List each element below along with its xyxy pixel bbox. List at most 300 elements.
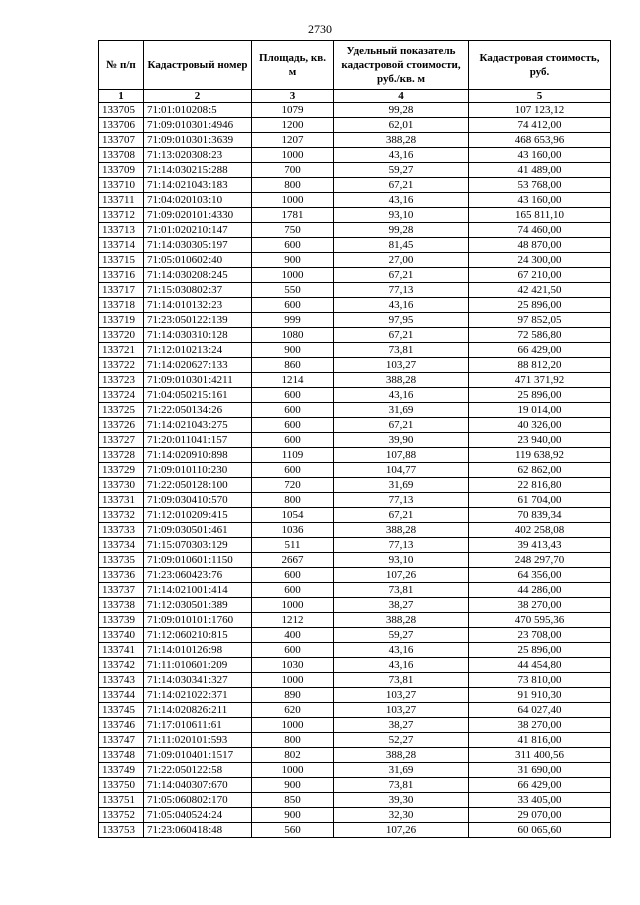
table-row — [99, 628, 611, 643]
area-cell: 600 — [252, 643, 334, 658]
cadastral-value-cell: 248 297,70 — [469, 553, 611, 568]
cadastral-value-cell: 29 070,00 — [469, 808, 611, 823]
row-number-cell: 133751 — [99, 793, 144, 808]
cadastral-number-cell: 71:09:030410:570 — [144, 493, 252, 508]
unit-rate-cell: 67,21 — [334, 268, 469, 283]
area-cell: 1054 — [252, 508, 334, 523]
cadastral-number-cell: 71:14:010132:23 — [144, 298, 252, 313]
cadastral-number-cell: 71:09:010301:4211 — [144, 373, 252, 388]
row-number-cell: 133735 — [99, 553, 144, 568]
unit-rate-cell: 73,81 — [334, 343, 469, 358]
cadastral-number-cell: 71:09:010401:1517 — [144, 748, 252, 763]
table-row — [99, 133, 611, 148]
area-cell: 1214 — [252, 373, 334, 388]
area-cell: 900 — [252, 253, 334, 268]
cadastral-value-cell: 38 270,00 — [469, 598, 611, 613]
area-cell: 600 — [252, 403, 334, 418]
cadastral-number-cell: 71:09:010110:230 — [144, 463, 252, 478]
cadastral-value-cell: 43 160,00 — [469, 193, 611, 208]
table-row — [99, 163, 611, 178]
area-cell: 1036 — [252, 523, 334, 538]
table-row — [99, 418, 611, 433]
cadastral-number-cell: 71:12:010213:24 — [144, 343, 252, 358]
area-cell: 1212 — [252, 613, 334, 628]
cadastral-value-cell: 39 413,43 — [469, 538, 611, 553]
cadastral-value-cell: 44 286,00 — [469, 583, 611, 598]
cadastral-number-cell: 71:11:020101:593 — [144, 733, 252, 748]
area-cell: 1000 — [252, 673, 334, 688]
cadastral-number-cell: 71:09:030501:461 — [144, 523, 252, 538]
cadastral-value-cell: 42 421,50 — [469, 283, 611, 298]
column-number: 3 — [252, 90, 334, 103]
cadastral-value-cell: 44 454,80 — [469, 658, 611, 673]
cadastral-number-cell: 71:09:010101:1760 — [144, 613, 252, 628]
area-cell: 900 — [252, 778, 334, 793]
row-number-cell: 133711 — [99, 193, 144, 208]
table-row — [99, 388, 611, 403]
cadastral-number-cell: 71:15:070303:129 — [144, 538, 252, 553]
cadastral-value-cell: 25 896,00 — [469, 388, 611, 403]
row-number-cell: 133740 — [99, 628, 144, 643]
cadastral-number-cell: 71:01:020210:147 — [144, 223, 252, 238]
cadastral-value-cell: 23 708,00 — [469, 628, 611, 643]
header-area: Площадь, кв. м — [252, 41, 334, 90]
cadastral-value-cell: 19 014,00 — [469, 403, 611, 418]
area-cell: 720 — [252, 478, 334, 493]
column-number: 5 — [469, 90, 611, 103]
table-row — [99, 103, 611, 118]
table-row — [99, 643, 611, 658]
table-body — [99, 103, 611, 838]
unit-rate-cell: 43,16 — [334, 148, 469, 163]
area-cell: 600 — [252, 298, 334, 313]
cadastral-number-cell: 71:14:030305:197 — [144, 238, 252, 253]
row-number-cell: 133719 — [99, 313, 144, 328]
unit-rate-cell: 67,21 — [334, 418, 469, 433]
column-number: 4 — [334, 90, 469, 103]
unit-rate-cell: 93,10 — [334, 208, 469, 223]
row-number-cell: 133730 — [99, 478, 144, 493]
area-cell: 1109 — [252, 448, 334, 463]
cadastral-value-cell: 53 768,00 — [469, 178, 611, 193]
cadastral-value-cell: 468 653,96 — [469, 133, 611, 148]
row-number-cell: 133729 — [99, 463, 144, 478]
cadastral-value-cell: 88 812,20 — [469, 358, 611, 373]
row-number-cell: 133742 — [99, 658, 144, 673]
table-row — [99, 718, 611, 733]
column-number: 1 — [99, 90, 144, 103]
cadastral-number-cell: 71:09:020101:4330 — [144, 208, 252, 223]
unit-rate-cell: 32,30 — [334, 808, 469, 823]
unit-rate-cell: 31,69 — [334, 478, 469, 493]
area-cell: 600 — [252, 238, 334, 253]
row-number-cell: 133731 — [99, 493, 144, 508]
cadastral-number-cell: 71:23:060423:76 — [144, 568, 252, 583]
cadastral-number-cell: 71:14:021001:414 — [144, 583, 252, 598]
table-row — [99, 568, 611, 583]
table-row — [99, 493, 611, 508]
row-number-cell: 133738 — [99, 598, 144, 613]
unit-rate-cell: 388,28 — [334, 373, 469, 388]
area-cell: 2667 — [252, 553, 334, 568]
table-row — [99, 463, 611, 478]
cadastral-value-cell: 73 810,00 — [469, 673, 611, 688]
cadastral-value-cell: 48 870,00 — [469, 238, 611, 253]
table-row — [99, 403, 611, 418]
cadastral-number-cell: 71:13:020308:23 — [144, 148, 252, 163]
area-cell: 1000 — [252, 148, 334, 163]
row-number-cell: 133748 — [99, 748, 144, 763]
row-number-cell: 133724 — [99, 388, 144, 403]
unit-rate-cell: 73,81 — [334, 583, 469, 598]
table-row — [99, 313, 611, 328]
cadastral-value-cell: 23 940,00 — [469, 433, 611, 448]
area-cell: 560 — [252, 823, 334, 838]
cadastral-number-cell: 71:14:021043:183 — [144, 178, 252, 193]
row-number-cell: 133710 — [99, 178, 144, 193]
table-row — [99, 823, 611, 838]
row-number-cell: 133749 — [99, 763, 144, 778]
table-row — [99, 433, 611, 448]
unit-rate-cell: 52,27 — [334, 733, 469, 748]
cadastral-number-cell: 71:14:010126:98 — [144, 643, 252, 658]
table-row — [99, 238, 611, 253]
cadastral-number-cell: 71:12:010209:415 — [144, 508, 252, 523]
cadastral-value-cell: 31 690,00 — [469, 763, 611, 778]
cadastral-value-cell: 61 704,00 — [469, 493, 611, 508]
header-row-number: № п/п — [99, 41, 144, 90]
cadastral-value-cell: 97 852,05 — [469, 313, 611, 328]
row-number-cell: 133720 — [99, 328, 144, 343]
cadastral-value-cell: 91 910,30 — [469, 688, 611, 703]
table-row — [99, 208, 611, 223]
cadastral-number-cell: 71:01:010208:5 — [144, 103, 252, 118]
row-number-cell: 133753 — [99, 823, 144, 838]
cadastral-value-cell: 311 400,56 — [469, 748, 611, 763]
cadastral-value-cell: 64 027,40 — [469, 703, 611, 718]
row-number-cell: 133717 — [99, 283, 144, 298]
unit-rate-cell: 103,27 — [334, 688, 469, 703]
cadastral-value-cell: 66 429,00 — [469, 778, 611, 793]
cadastral-number-cell: 71:12:060210:815 — [144, 628, 252, 643]
area-cell: 850 — [252, 793, 334, 808]
row-number-cell: 133716 — [99, 268, 144, 283]
unit-rate-cell: 39,30 — [334, 793, 469, 808]
area-cell: 400 — [252, 628, 334, 643]
cadastral-number-cell: 71:09:010301:3639 — [144, 133, 252, 148]
table-row — [99, 793, 611, 808]
row-number-cell: 133726 — [99, 418, 144, 433]
table-row — [99, 268, 611, 283]
row-number-cell: 133712 — [99, 208, 144, 223]
table-row — [99, 283, 611, 298]
area-cell: 600 — [252, 388, 334, 403]
unit-rate-cell: 62,01 — [334, 118, 469, 133]
table-row — [99, 328, 611, 343]
area-cell: 900 — [252, 343, 334, 358]
cadastral-value-cell: 22 816,80 — [469, 478, 611, 493]
table-row — [99, 178, 611, 193]
cadastral-value-cell: 33 405,00 — [469, 793, 611, 808]
unit-rate-cell: 43,16 — [334, 658, 469, 673]
row-number-cell: 133713 — [99, 223, 144, 238]
unit-rate-cell: 107,26 — [334, 568, 469, 583]
cadastral-number-cell: 71:14:020910:898 — [144, 448, 252, 463]
area-cell: 1000 — [252, 718, 334, 733]
row-number-cell: 133714 — [99, 238, 144, 253]
unit-rate-cell: 43,16 — [334, 643, 469, 658]
cadastral-number-cell: 71:04:050215:161 — [144, 388, 252, 403]
table-row — [99, 538, 611, 553]
cadastral-value-cell: 165 811,10 — [469, 208, 611, 223]
table-row — [99, 553, 611, 568]
cadastral-value-cell: 24 300,00 — [469, 253, 611, 268]
row-number-cell: 133736 — [99, 568, 144, 583]
area-cell: 600 — [252, 433, 334, 448]
table-row — [99, 673, 611, 688]
cadastral-value-cell: 25 896,00 — [469, 643, 611, 658]
row-number-cell: 133706 — [99, 118, 144, 133]
row-number-cell: 133725 — [99, 403, 144, 418]
row-number-cell: 133708 — [99, 148, 144, 163]
row-number-cell: 133734 — [99, 538, 144, 553]
unit-rate-cell: 77,13 — [334, 538, 469, 553]
cadastral-number-cell: 71:09:010601:1150 — [144, 553, 252, 568]
unit-rate-cell: 388,28 — [334, 748, 469, 763]
row-number-cell: 133743 — [99, 673, 144, 688]
column-number-row — [99, 90, 611, 103]
unit-rate-cell: 67,21 — [334, 508, 469, 523]
area-cell: 1200 — [252, 118, 334, 133]
area-cell: 1080 — [252, 328, 334, 343]
cadastral-number-cell: 71:05:060802:170 — [144, 793, 252, 808]
unit-rate-cell: 388,28 — [334, 133, 469, 148]
unit-rate-cell: 77,13 — [334, 283, 469, 298]
unit-rate-cell: 99,28 — [334, 103, 469, 118]
row-number-cell: 133741 — [99, 643, 144, 658]
area-cell: 511 — [252, 538, 334, 553]
area-cell: 550 — [252, 283, 334, 298]
unit-rate-cell: 81,45 — [334, 238, 469, 253]
row-number-cell: 133747 — [99, 733, 144, 748]
cadastral-value-cell: 72 586,80 — [469, 328, 611, 343]
row-number-cell: 133746 — [99, 718, 144, 733]
table-row — [99, 778, 611, 793]
row-number-cell: 133732 — [99, 508, 144, 523]
cadastral-number-cell: 71:23:060418:48 — [144, 823, 252, 838]
header-unit-rate: Удельный показатель кадастровой стоимости, руб./кв. м — [334, 41, 469, 90]
cadastral-number-cell: 71:04:020103:10 — [144, 193, 252, 208]
row-number-cell: 133728 — [99, 448, 144, 463]
area-cell: 800 — [252, 178, 334, 193]
cadastral-value-cell: 471 371,92 — [469, 373, 611, 388]
cadastral-value-cell: 38 270,00 — [469, 718, 611, 733]
cadastral-number-cell: 71:22:050122:58 — [144, 763, 252, 778]
table-row — [99, 448, 611, 463]
cadastral-number-cell: 71:14:030341:327 — [144, 673, 252, 688]
cadastral-number-cell: 71:15:030802:37 — [144, 283, 252, 298]
table-row — [99, 808, 611, 823]
table-row — [99, 733, 611, 748]
cadastral-number-cell: 71:11:010601:209 — [144, 658, 252, 673]
row-number-cell: 133733 — [99, 523, 144, 538]
cadastral-number-cell: 71:23:050122:139 — [144, 313, 252, 328]
unit-rate-cell: 97,95 — [334, 313, 469, 328]
unit-rate-cell: 103,27 — [334, 358, 469, 373]
unit-rate-cell: 93,10 — [334, 553, 469, 568]
cadastral-value-cell: 107 123,12 — [469, 103, 611, 118]
table-row — [99, 658, 611, 673]
unit-rate-cell: 99,28 — [334, 223, 469, 238]
row-number-cell: 133744 — [99, 688, 144, 703]
cadastral-value-cell: 41 816,00 — [469, 733, 611, 748]
area-cell: 890 — [252, 688, 334, 703]
area-cell: 1000 — [252, 598, 334, 613]
area-cell: 700 — [252, 163, 334, 178]
cadastral-value-table — [98, 40, 611, 838]
row-number-cell: 133752 — [99, 808, 144, 823]
table-header-row — [99, 41, 611, 90]
cadastral-number-cell: 71:20:011041:157 — [144, 433, 252, 448]
row-number-cell: 133737 — [99, 583, 144, 598]
unit-rate-cell: 59,27 — [334, 628, 469, 643]
cadastral-value-cell: 43 160,00 — [469, 148, 611, 163]
area-cell: 860 — [252, 358, 334, 373]
unit-rate-cell: 107,26 — [334, 823, 469, 838]
area-cell: 750 — [252, 223, 334, 238]
cadastral-value-cell: 62 862,00 — [469, 463, 611, 478]
cadastral-number-cell: 71:17:010611:61 — [144, 718, 252, 733]
cadastral-number-cell: 71:22:050128:100 — [144, 478, 252, 493]
cadastral-number-cell: 71:05:010602:40 — [144, 253, 252, 268]
row-number-cell: 133721 — [99, 343, 144, 358]
unit-rate-cell: 104,77 — [334, 463, 469, 478]
area-cell: 1030 — [252, 658, 334, 673]
table-row — [99, 763, 611, 778]
table-row — [99, 703, 611, 718]
table-row — [99, 508, 611, 523]
row-number-cell: 133718 — [99, 298, 144, 313]
unit-rate-cell: 73,81 — [334, 673, 469, 688]
area-cell: 1781 — [252, 208, 334, 223]
unit-rate-cell: 43,16 — [334, 388, 469, 403]
cadastral-number-cell: 71:14:020826:211 — [144, 703, 252, 718]
area-cell: 620 — [252, 703, 334, 718]
table-row — [99, 373, 611, 388]
area-cell: 600 — [252, 568, 334, 583]
cadastral-value-cell: 74 412,00 — [469, 118, 611, 133]
table-row — [99, 748, 611, 763]
unit-rate-cell: 39,90 — [334, 433, 469, 448]
cadastral-number-cell: 71:12:030501:389 — [144, 598, 252, 613]
header-cadastral-number: Кадастровый номер — [144, 41, 252, 90]
area-cell: 1000 — [252, 763, 334, 778]
table-row — [99, 148, 611, 163]
table-row — [99, 193, 611, 208]
unit-rate-cell: 31,69 — [334, 763, 469, 778]
cadastral-number-cell: 71:14:021022:371 — [144, 688, 252, 703]
unit-rate-cell: 388,28 — [334, 613, 469, 628]
area-cell: 600 — [252, 583, 334, 598]
table-row — [99, 343, 611, 358]
unit-rate-cell: 59,27 — [334, 163, 469, 178]
area-cell: 999 — [252, 313, 334, 328]
unit-rate-cell: 67,21 — [334, 328, 469, 343]
page-number: 2730 — [308, 22, 332, 36]
cadastral-value-cell: 25 896,00 — [469, 298, 611, 313]
row-number-cell: 133750 — [99, 778, 144, 793]
area-cell: 1079 — [252, 103, 334, 118]
cadastral-value-cell: 67 210,00 — [469, 268, 611, 283]
unit-rate-cell: 38,27 — [334, 598, 469, 613]
row-number-cell: 133715 — [99, 253, 144, 268]
area-cell: 800 — [252, 493, 334, 508]
unit-rate-cell: 77,13 — [334, 493, 469, 508]
area-cell: 802 — [252, 748, 334, 763]
header-cadastral-value: Кадастровая стоимость, руб. — [469, 41, 611, 90]
row-number-cell: 133705 — [99, 103, 144, 118]
cadastral-number-cell: 71:14:040307:670 — [144, 778, 252, 793]
cadastral-number-cell: 71:22:050134:26 — [144, 403, 252, 418]
table-row — [99, 523, 611, 538]
row-number-cell: 133707 — [99, 133, 144, 148]
cadastral-number-cell: 71:05:040524:24 — [144, 808, 252, 823]
cadastral-value-cell: 60 065,60 — [469, 823, 611, 838]
area-cell: 800 — [252, 733, 334, 748]
unit-rate-cell: 43,16 — [334, 193, 469, 208]
cadastral-number-cell: 71:14:021043:275 — [144, 418, 252, 433]
area-cell: 1000 — [252, 193, 334, 208]
cadastral-value-cell: 70 839,34 — [469, 508, 611, 523]
cadastral-value-cell: 119 638,92 — [469, 448, 611, 463]
row-number-cell: 133745 — [99, 703, 144, 718]
row-number-cell: 133723 — [99, 373, 144, 388]
cadastral-value-cell: 64 356,00 — [469, 568, 611, 583]
unit-rate-cell: 103,27 — [334, 703, 469, 718]
cadastral-number-cell: 71:14:030215:288 — [144, 163, 252, 178]
table-row — [99, 478, 611, 493]
table-row — [99, 598, 611, 613]
cadastral-value-cell: 41 489,00 — [469, 163, 611, 178]
cadastral-number-cell: 71:14:020627:133 — [144, 358, 252, 373]
area-cell: 600 — [252, 418, 334, 433]
cadastral-number-cell: 71:14:030208:245 — [144, 268, 252, 283]
area-cell: 600 — [252, 463, 334, 478]
unit-rate-cell: 67,21 — [334, 178, 469, 193]
unit-rate-cell: 73,81 — [334, 778, 469, 793]
unit-rate-cell: 43,16 — [334, 298, 469, 313]
area-cell: 900 — [252, 808, 334, 823]
cadastral-number-cell: 71:09:010301:4946 — [144, 118, 252, 133]
row-number-cell: 133727 — [99, 433, 144, 448]
row-number-cell: 133739 — [99, 613, 144, 628]
area-cell: 1000 — [252, 268, 334, 283]
cadastral-value-cell: 74 460,00 — [469, 223, 611, 238]
cadastral-value-cell: 470 595,36 — [469, 613, 611, 628]
cadastral-number-cell: 71:14:030310:128 — [144, 328, 252, 343]
cadastral-value-cell: 66 429,00 — [469, 343, 611, 358]
table-row — [99, 118, 611, 133]
table-row — [99, 223, 611, 238]
table-row — [99, 358, 611, 373]
cadastral-value-cell: 402 258,08 — [469, 523, 611, 538]
table-row — [99, 253, 611, 268]
area-cell: 1207 — [252, 133, 334, 148]
unit-rate-cell: 388,28 — [334, 523, 469, 538]
table-row — [99, 298, 611, 313]
row-number-cell: 133709 — [99, 163, 144, 178]
table-row — [99, 613, 611, 628]
